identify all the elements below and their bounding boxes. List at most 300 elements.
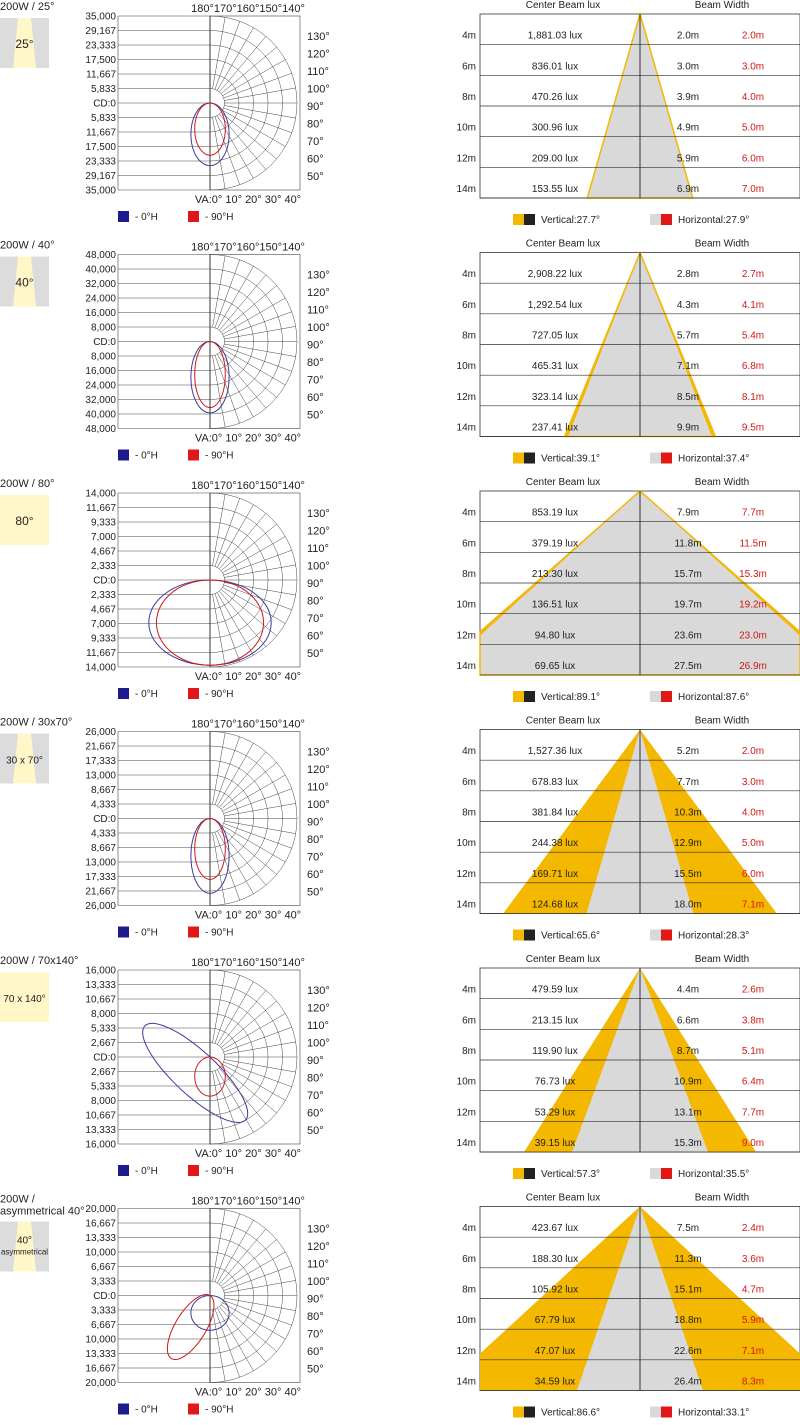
table-width-v: 9.9m: [676, 422, 700, 434]
legend-90h-label: - 90°H: [205, 1166, 234, 1177]
polar-angle-label: 70°: [307, 1090, 324, 1102]
table-width-h: 7.0m: [741, 184, 765, 195]
polar-cd-label: 13,000: [85, 770, 116, 782]
horizontal-angle-label: Horizontal:27.9°: [678, 215, 750, 226]
chart-block-4: [0, 716, 800, 942]
polar-angle-label: 130°: [307, 508, 330, 520]
table-distance: 14m: [456, 422, 476, 434]
table-width-v: 5.9m: [676, 153, 700, 165]
polar-spoke: [219, 591, 266, 647]
table-distance: 14m: [456, 184, 476, 195]
table-distance: 10m: [456, 838, 476, 850]
polar-angle-label: 120°: [307, 1241, 330, 1253]
table-header-width: Beam Width: [694, 1192, 750, 1204]
table-width-h: 2.0m: [741, 30, 765, 42]
polar-cd-label: 14,000: [85, 488, 116, 500]
table-lux-value: 209.00 lux: [531, 153, 579, 165]
legend-90h-swatch: [188, 688, 199, 699]
table-width-h: 9.5m: [741, 422, 765, 434]
beam-preview-label: 25°: [15, 37, 34, 51]
table-width-h: 23.0m: [739, 630, 767, 642]
polar-chart: [85, 719, 329, 922]
chart-block-5: [0, 954, 800, 1180]
polar-spoke: [224, 1298, 295, 1311]
polar-spoke: [224, 565, 295, 578]
polar-angle-label: 120°: [307, 525, 330, 538]
table-lux-value: 213.30 lux: [531, 569, 579, 580]
polar-angle-label: 50°: [307, 1363, 324, 1376]
table-width-h: 5.0m: [741, 838, 765, 850]
table-lux-value: 381.84 lux: [531, 807, 579, 819]
polar-angle-label: 120°: [307, 1002, 330, 1015]
polar-spoke: [213, 1210, 226, 1281]
polar-angle-label: 100°: [307, 322, 330, 334]
table-distance: 4m: [462, 746, 476, 758]
beam-preview-label: 40°: [16, 1235, 33, 1247]
table-header-lux: Center Beam lux: [525, 1192, 601, 1204]
beam-preview-label: 80°: [15, 514, 34, 528]
polar-spoke: [219, 1068, 266, 1124]
table-width-h: 7.1m: [741, 1345, 765, 1357]
table-lux-value: 678.83 lux: [531, 776, 579, 788]
polar-cd-label: 17,333: [85, 872, 116, 883]
beam-preview: [0, 734, 49, 784]
table-width-h: 11.5m: [739, 538, 767, 550]
polar-angle-label: 110°: [307, 543, 329, 555]
polar-spoke: [224, 803, 295, 816]
polar-cd-label: 8,000: [90, 1096, 116, 1107]
polar-angle-label: 70°: [307, 613, 324, 625]
table-width-h: 19.2m: [739, 599, 767, 611]
table-distance: 8m: [462, 807, 476, 819]
table-width-v: 18.8m: [674, 1315, 702, 1327]
table-header-lux: Center Beam lux: [525, 715, 601, 727]
polar-cd-label: 8,000: [90, 1009, 116, 1020]
table-header-lux: Center Beam lux: [525, 238, 601, 250]
table-distance: 14m: [456, 661, 476, 672]
polar-cd-label: 17,500: [85, 55, 116, 66]
beam-preview-label-2: asymmetrical: [0, 1247, 49, 1257]
table-lux-value: 300.96 lux: [531, 122, 579, 134]
polar-cd-label: 20,000: [85, 1378, 116, 1389]
polar-cd-label: 23,333: [85, 40, 116, 52]
horizontal-swatch-red: [661, 1168, 672, 1179]
polar-spoke: [224, 312, 292, 337]
polar-cd-label: 40,000: [85, 264, 116, 276]
table-width-v: 7.1m: [676, 361, 700, 373]
legend-0h-swatch: [118, 1165, 129, 1176]
polar-spoke: [221, 47, 277, 94]
polar-angle-label: 80°: [307, 1311, 324, 1323]
polar-cd-label: 26,000: [85, 901, 116, 912]
polar-spoke: [224, 823, 292, 848]
vertical-swatch-dark: [524, 930, 535, 941]
polar-cd-label: 2,333: [90, 590, 116, 601]
polar-cd-label: 26,000: [85, 727, 116, 738]
table-lux-value: 213.15 lux: [531, 1015, 579, 1027]
polar-cd-label: 4,333: [90, 799, 116, 811]
polar-angle-label: 110°: [307, 781, 329, 794]
table-lux-value: 136.51 lux: [531, 599, 579, 611]
beam-legend: [513, 930, 749, 942]
table-width-v: 4.4m: [676, 984, 700, 996]
polar-spoke: [224, 106, 295, 119]
polar-spoke: [224, 550, 292, 575]
horizontal-swatch: [650, 691, 661, 702]
table-header-width: Beam Width: [694, 715, 750, 727]
table-width-h: 15.3m: [739, 569, 767, 580]
polar-legend: [118, 450, 233, 462]
polar-chart: [85, 957, 329, 1160]
table-distance: 12m: [456, 391, 476, 403]
polar-angle-label: 60°: [307, 153, 324, 166]
table-width-v: 7.7m: [676, 776, 700, 788]
polar-spoke: [213, 494, 226, 565]
vertical-swatch: [513, 691, 524, 702]
horizontal-swatch-red: [661, 1407, 672, 1418]
legend-0h-label: - 0°H: [135, 927, 158, 939]
polar-spoke: [215, 975, 240, 1043]
chart-title: 200W / 70x140°: [0, 955, 79, 967]
table-header-lux: Center Beam lux: [525, 0, 601, 11]
horizontal-swatch: [650, 214, 661, 225]
polar-cd-label: 11,667: [86, 127, 116, 139]
chart-block-3: [0, 477, 800, 703]
table-lux-value: 69.65 lux: [534, 661, 576, 672]
beam-table: [457, 477, 800, 703]
table-width-v: 13.1m: [674, 1107, 702, 1119]
polar-bottom-labels: VA:0° 10° 20° 30° 40°: [194, 1386, 302, 1399]
polar-top-labels: 180°170°160°150°140°: [191, 241, 305, 254]
table-width-v: 11.3m: [674, 1253, 702, 1265]
polar-angle-label: 50°: [307, 1125, 324, 1137]
polar-cd-label: 48,000: [85, 250, 116, 261]
beam-table: [457, 239, 800, 465]
table-lux-value: 47.07 lux: [534, 1345, 576, 1357]
polar-spoke: [215, 355, 240, 423]
table-width-v: 19.7m: [674, 599, 702, 611]
table-width-h: 7.7m: [741, 507, 765, 519]
polar-spoke: [224, 583, 295, 596]
chart-title-line2: asymmetrical 40°: [0, 1205, 85, 1218]
table-width-h: 4.7m: [741, 1284, 765, 1296]
table-width-h: 6.8m: [741, 361, 765, 373]
polar-spoke: [224, 1266, 292, 1291]
table-width-v: 7.9m: [676, 507, 700, 519]
polar-spoke: [219, 275, 266, 331]
table-width-v: 15.1m: [674, 1284, 702, 1296]
table-lux-value: 169.71 lux: [531, 868, 579, 880]
legend-90h-swatch: [188, 1165, 199, 1176]
table-width-v: 4.9m: [676, 122, 700, 134]
legend-0h-swatch: [118, 450, 129, 461]
legend-90h-label: - 90°H: [205, 689, 234, 700]
legend-90h-swatch: [188, 450, 199, 461]
polar-cd-label: 24,000: [85, 380, 116, 392]
table-distance: 10m: [456, 122, 476, 134]
polar-spoke: [219, 1307, 266, 1363]
polar-cd-label: 32,000: [85, 395, 116, 406]
chart-block-2: [0, 239, 800, 465]
polar-bottom-labels: VA:0° 10° 20° 30° 40°: [194, 194, 302, 206]
table-width-h: 6.4m: [741, 1076, 765, 1088]
table-lux-value: 105.92 lux: [531, 1284, 579, 1296]
table-lux-value: 836.01 lux: [531, 61, 579, 73]
polar-spoke: [219, 36, 266, 92]
table-width-v: 10.9m: [674, 1076, 702, 1088]
polar-cd-label: 4,667: [90, 604, 116, 616]
polar-chart: [85, 242, 329, 445]
polar-cd-label: 13,333: [85, 1125, 116, 1136]
table-width-h: 5.1m: [741, 1046, 765, 1057]
polar-angle-label: 90°: [307, 816, 324, 829]
table-header-width: Beam Width: [694, 238, 750, 250]
polar-spoke: [213, 1071, 226, 1142]
polar-cd-label: 4,333: [90, 828, 116, 840]
beam-table: [457, 0, 800, 226]
table-width-h: 3.0m: [741, 61, 765, 73]
table-width-v: 4.3m: [676, 299, 700, 311]
beam-table: [457, 1193, 800, 1419]
polar-bottom-labels: VA:0° 10° 20° 30° 40°: [194, 909, 302, 922]
polar-cd-label: 7,000: [90, 619, 116, 630]
polar-cd-label: 21,667: [85, 741, 116, 753]
table-distance: 6m: [462, 299, 476, 311]
polar-angle-label: 130°: [307, 269, 330, 282]
polar-cd-label: 11,667: [86, 503, 116, 514]
polar-angle-label: 130°: [307, 1223, 330, 1236]
table-width-h: 2.4m: [741, 1223, 765, 1235]
beam-preview-label: 70 x 140°: [3, 994, 46, 1005]
polar-bottom-labels: VA:0° 10° 20° 30° 40°: [194, 432, 302, 445]
polar-cd-label: 11,667: [86, 69, 116, 81]
table-lux-value: 423.67 lux: [531, 1223, 579, 1235]
polar-angle-label: 120°: [307, 764, 330, 776]
polar-cd-label: 16,000: [85, 1139, 116, 1151]
polar-cd-label: 16,667: [85, 1218, 116, 1230]
polar-angle-label: 110°: [307, 1258, 329, 1271]
polar-angle-label: 100°: [307, 799, 330, 811]
table-lux-value: 379.19 lux: [531, 538, 579, 550]
polar-spoke: [213, 17, 226, 88]
polar-spoke: [213, 117, 226, 188]
polar-spoke: [215, 260, 240, 328]
polar-angle-label: 80°: [307, 595, 324, 608]
polar-spoke: [221, 763, 277, 810]
table-lux-value: 853.19 lux: [531, 507, 579, 519]
table-width-h: 2.7m: [741, 269, 765, 281]
table-lux-value: 244.38 lux: [531, 838, 579, 850]
polar-spoke: [219, 353, 266, 409]
table-width-v: 23.6m: [674, 630, 702, 642]
polar-spoke: [224, 1027, 292, 1052]
polar-cd-label: 40,000: [85, 409, 116, 421]
legend-90h-label: - 90°H: [205, 212, 234, 223]
polar-angle-label: 100°: [307, 1276, 330, 1288]
table-distance: 8m: [462, 92, 476, 103]
polar-angle-label: 70°: [307, 1328, 324, 1341]
vertical-angle-label: Vertical:86.6°: [541, 1407, 601, 1419]
beam-preview: [0, 257, 49, 307]
polar-angle-label: 50°: [307, 409, 324, 422]
table-distance: 14m: [456, 1138, 476, 1149]
polar-angle-label: 80°: [307, 834, 324, 846]
polar-angle-label: 50°: [307, 886, 324, 899]
polar-cd-label: 8,667: [90, 843, 116, 854]
table-width-v: 12.9m: [674, 838, 702, 850]
polar-spoke: [224, 585, 292, 610]
table-distance: 10m: [456, 1315, 476, 1327]
polar-cd-label: 9,333: [90, 517, 116, 529]
table-header-width: Beam Width: [694, 954, 750, 965]
table-distance: 12m: [456, 1345, 476, 1357]
chart-title: 200W / 40°: [0, 239, 55, 252]
table-width-v: 2.0m: [676, 30, 700, 42]
chart-block-1: [0, 0, 800, 226]
polar-angle-label: 60°: [307, 869, 324, 881]
table-lux-value: 237.41 lux: [531, 422, 579, 434]
polar-cd-label: 2,333: [90, 561, 116, 572]
table-width-h: 2.6m: [741, 984, 765, 996]
chart-block-6: [0, 1193, 800, 1419]
polar-legend: [118, 927, 233, 939]
legend-0h-label: - 0°H: [135, 1166, 158, 1177]
table-width-v: 15.3m: [674, 1138, 702, 1149]
beam-preview: [0, 18, 49, 68]
table-width-v: 11.8m: [674, 538, 702, 550]
table-distance: 12m: [456, 1107, 476, 1119]
table-width-v: 5.7m: [676, 330, 700, 342]
table-width-v: 3.9m: [676, 92, 700, 103]
polar-angle-label: 90°: [307, 1293, 324, 1306]
table-distance: 4m: [462, 1223, 476, 1235]
chart-title: 200W / 80°: [0, 478, 55, 490]
table-width-h: 7.1m: [741, 899, 765, 911]
vertical-swatch: [513, 214, 524, 225]
polar-spoke: [215, 1214, 240, 1282]
table-distance: 4m: [462, 269, 476, 281]
table-lux-value: 153.55 lux: [531, 184, 579, 195]
polar-chart: [85, 480, 329, 683]
vertical-swatch: [513, 1168, 524, 1179]
table-width-v: 6.6m: [676, 1015, 700, 1027]
polar-cd-label: 2,667: [90, 1067, 116, 1078]
polar-legend: [118, 1404, 233, 1416]
polar-cd-label: 16,000: [85, 308, 116, 319]
polar-spoke: [224, 344, 295, 357]
vertical-swatch-dark: [524, 453, 535, 464]
horizontal-swatch-red: [661, 214, 672, 225]
polar-angle-label: 100°: [307, 560, 330, 573]
horizontal-angle-label: Horizontal:28.3°: [678, 930, 750, 942]
polar-angle-label: 110°: [307, 66, 329, 78]
polar-spoke: [224, 326, 295, 339]
horizontal-swatch-red: [661, 930, 672, 941]
legend-0h-label: - 0°H: [135, 212, 158, 223]
polar-cd-label: 13,333: [85, 980, 116, 991]
polar-top-labels: 180°170°160°150°140°: [191, 480, 305, 492]
table-width-h: 26.9m: [739, 661, 767, 672]
beam-preview-label: 30 x 70°: [6, 755, 43, 767]
polar-cd-label: 48,000: [85, 424, 116, 435]
table-distance: 14m: [456, 899, 476, 911]
polar-spoke: [224, 1300, 292, 1325]
polar-angle-label: 80°: [307, 1072, 324, 1085]
polar-angle-label: 60°: [307, 1107, 324, 1120]
polar-angle-label: 120°: [307, 287, 330, 299]
polar-spoke: [213, 256, 226, 327]
table-distance: 12m: [456, 153, 476, 165]
polar-cd-label: 13,333: [85, 1233, 116, 1244]
polar-spoke: [215, 498, 240, 566]
table-width-h: 9.0m: [741, 1138, 765, 1149]
polar-spoke: [219, 114, 266, 170]
polar-cd-label: 5,833: [90, 84, 116, 95]
table-width-v: 5.2m: [676, 746, 700, 758]
beam-legend: [513, 1407, 749, 1419]
vertical-angle-label: Vertical:27.7°: [541, 215, 601, 226]
polar-spoke: [221, 1240, 277, 1287]
polar-cd-label: 3,333: [90, 1276, 116, 1288]
polar-spoke: [215, 1071, 240, 1139]
polar-cd-label: 3,333: [90, 1305, 116, 1317]
table-width-v: 6.9m: [676, 184, 700, 195]
polar-cd-label: 35,000: [85, 185, 116, 197]
table-width-h: 3.6m: [741, 1253, 765, 1265]
polar-chart: [85, 3, 329, 206]
table-header-width: Beam Width: [694, 477, 750, 488]
polar-spoke: [215, 594, 240, 662]
beam-legend: [513, 691, 749, 703]
polar-legend: [118, 211, 233, 223]
table-lux-value: 39.15 lux: [534, 1138, 576, 1149]
table-width-v: 2.8m: [676, 269, 700, 281]
legend-90h-label: - 90°H: [205, 1404, 234, 1416]
polar-cd-label: 16,000: [85, 965, 116, 977]
table-lux-value: 119.90 lux: [532, 1046, 578, 1057]
polar-spoke: [224, 1060, 295, 1073]
table-width-h: 5.4m: [741, 330, 765, 342]
polar-cd-label: 8,000: [90, 351, 116, 363]
polar-cd-label: 23,333: [85, 156, 116, 168]
polar-cd-label: 8,000: [90, 322, 116, 334]
legend-0h-swatch: [118, 211, 129, 222]
table-lux-value: 188.30 lux: [531, 1253, 579, 1265]
polar-cd-label: 17,333: [85, 756, 116, 767]
beam-table: [457, 954, 800, 1180]
legend-90h-label: - 90°H: [205, 450, 234, 462]
polar-top-labels: 180°170°160°150°140°: [191, 3, 305, 15]
table-width-v: 15.5m: [674, 868, 702, 880]
table-width-h: 8.3m: [741, 1376, 765, 1388]
table-width-v: 7.5m: [676, 1223, 700, 1235]
table-distance: 6m: [462, 538, 476, 550]
table-width-v: 8.7m: [676, 1046, 700, 1057]
polar-angle-label: 60°: [307, 1346, 324, 1358]
polar-spoke: [221, 828, 277, 875]
polar-cd-label: CD:0: [93, 337, 116, 348]
polar-bottom-labels: VA:0° 10° 20° 30° 40°: [194, 1148, 302, 1160]
chart-title: 200W / 30x70°: [0, 716, 73, 729]
polar-angle-label: 90°: [307, 101, 324, 113]
polar-angle-label: 80°: [307, 357, 324, 369]
polar-cd-label: 5,333: [90, 1023, 116, 1035]
chart-title: 200W / 25°: [0, 1, 55, 13]
table-lux-value: 465.31 lux: [531, 361, 579, 373]
table-width-h: 2.0m: [741, 746, 765, 758]
table-width-h: 3.0m: [741, 776, 765, 788]
polar-cd-label: 29,167: [85, 26, 116, 37]
